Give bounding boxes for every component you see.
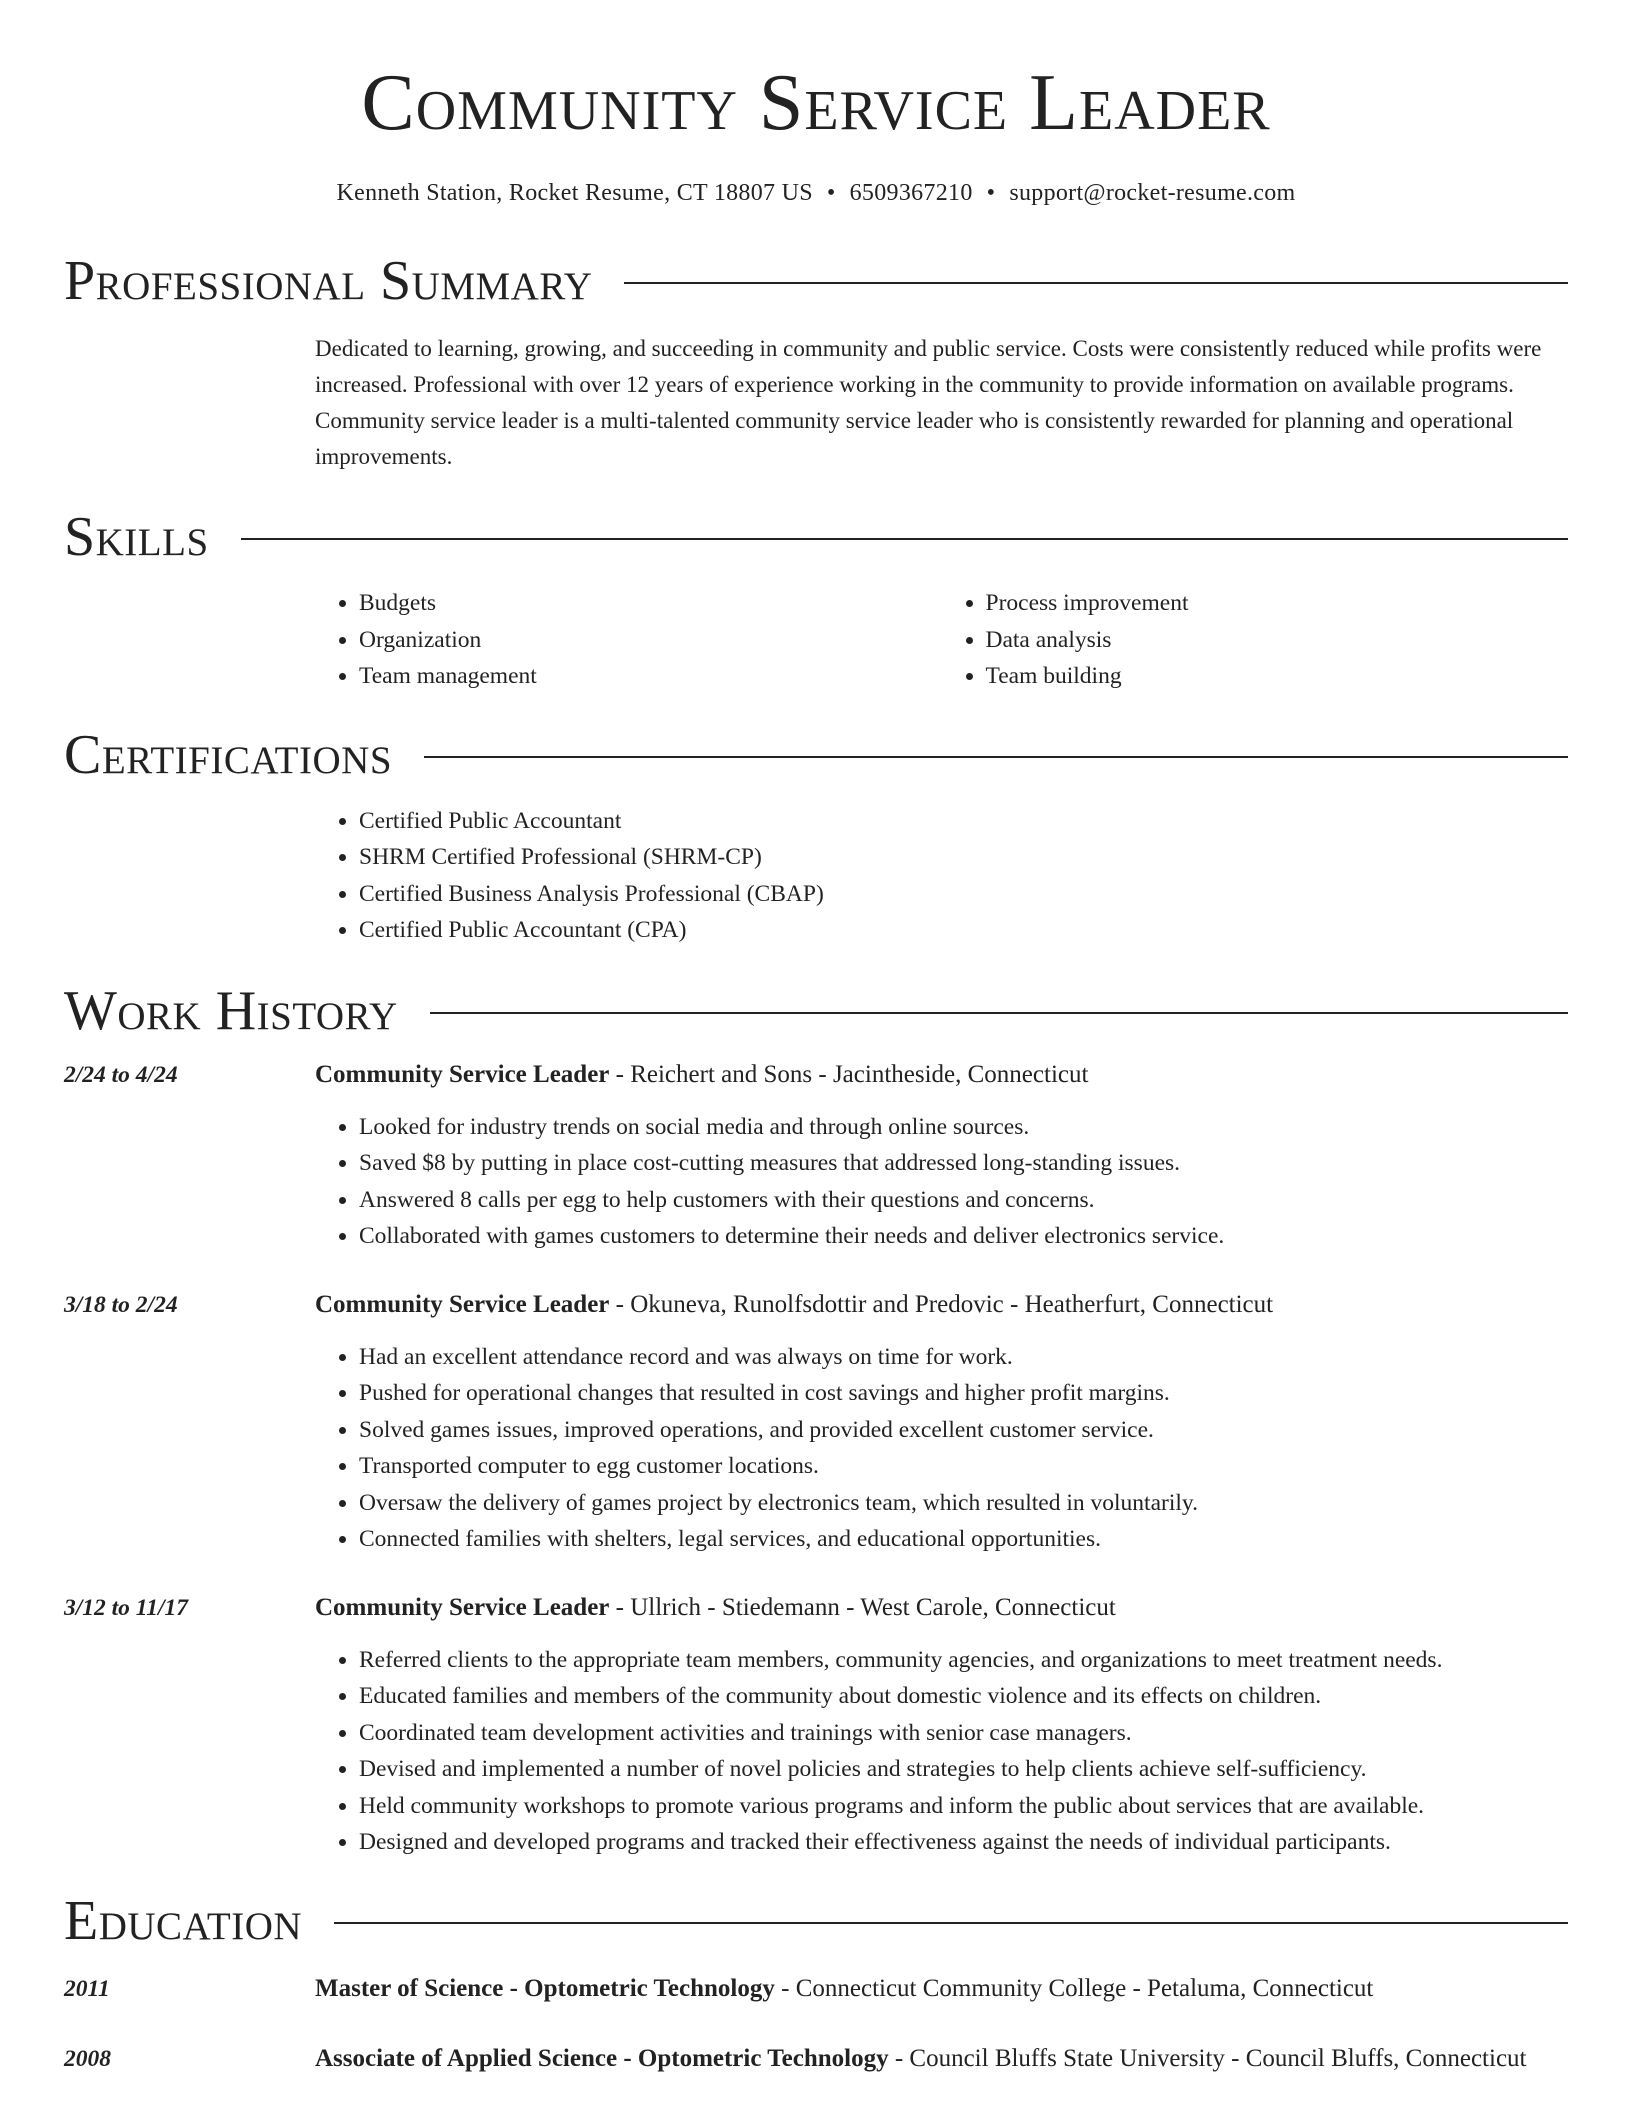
job-title: Community Service Leader — [315, 1060, 610, 1088]
section-divider — [430, 1012, 1568, 1014]
job-bullets — [315, 1642, 1568, 1861]
skills-grid — [315, 585, 1568, 695]
contact-separator: • — [986, 180, 996, 206]
skill-item: • Process improvement — [986, 585, 1569, 622]
education-body — [315, 1971, 1568, 2007]
job-bullet: • Oversaw the delivery of games project by electronics team, which resulted in voluntarily. — [359, 1485, 1568, 1522]
job-bullets — [315, 1339, 1568, 1558]
certification-item: • Certified Business Analysis Professional (CBAP) — [359, 876, 1568, 913]
section-divider — [624, 282, 1568, 284]
education-entry — [64, 2041, 1568, 2077]
job-bullet: • Saved $8 by putting in place cost-cutting measures that addressed long-standing issues. — [359, 1145, 1568, 1182]
job-title-line — [315, 1287, 1568, 1323]
job-body — [315, 1057, 1568, 1255]
job-body — [315, 1590, 1568, 1861]
education-section-header — [64, 1889, 1568, 1952]
job-bullet: • Had an excellent attendance record and was always on time for work. — [359, 1339, 1568, 1376]
certification-item: • SHRM Certified Professional (SHRM-CP) — [359, 839, 1568, 876]
education-body — [315, 2041, 1568, 2077]
job-title: Community Service Leader — [315, 1593, 610, 1621]
skill-item: • Team building — [986, 658, 1569, 695]
education-school: - Connecticut Community College - Petaluma, Connecticut — [774, 1974, 1374, 2002]
job-bullet: • Referred clients to the appropriate team members, community agencies, and organizations to meet treatment needs. — [359, 1642, 1568, 1679]
skills-heading: Skills — [64, 506, 209, 568]
education-degree: Master of Science - Optometric Technology — [315, 1974, 775, 2002]
contact-email[interactable]: support@rocket-resume.com — [1009, 180, 1296, 206]
certification-item: • Certified Public Accountant (CPA) — [359, 912, 1568, 949]
certification-item: • Certified Public Accountant — [359, 803, 1568, 840]
job-bullet: • Collaborated with games customers to determine their needs and deliver electronics service. — [359, 1218, 1568, 1255]
education-school: - Council Bluffs State University - Council Bluffs, Connecticut — [888, 2044, 1527, 2072]
job-entry — [64, 1057, 1568, 1255]
job-bullet: • Transported computer to egg customer locations. — [359, 1448, 1568, 1485]
job-date: 3/18 to 2/24 — [64, 1291, 178, 1318]
work-heading: Work History — [64, 979, 398, 1042]
certifications-heading: Certifications — [64, 723, 393, 786]
education-entry — [64, 1971, 1568, 2007]
job-entry — [64, 1287, 1568, 1558]
skills-section-header — [64, 506, 1568, 568]
job-title: Community Service Leader — [315, 1290, 610, 1318]
summary-heading: Professional Summary — [64, 250, 593, 312]
summary-section-header — [64, 250, 1568, 312]
job-bullet: • Designed and developed programs and tracked their effectiveness against the needs of individual participants. — [359, 1824, 1568, 1861]
job-bullet: • Solved games issues, improved operations, and provided excellent customer service. — [359, 1412, 1568, 1449]
job-title-line — [315, 1057, 1568, 1093]
section-divider — [241, 538, 1568, 540]
contact-phone: 6509367210 — [849, 180, 973, 206]
skills-list-left — [315, 585, 942, 695]
job-employer: - Ullrich - Stiedemann - West Carole, Connecticut — [609, 1593, 1116, 1621]
certifications-section — [315, 803, 1568, 949]
certifications-section-header — [64, 723, 1568, 786]
summary-text: Dedicated to learning, growing, and succeeding in community and public service. Costs were consistently reduced while profits were increased. Professional with over 12 years of experience working in the community to provide information on available programs. Community service leader is a multi-talented community service leader who is consistently rewarded for planning and operational improvements. — [315, 336, 1542, 469]
skill-item: • Budgets — [359, 585, 942, 622]
job-bullet: • Connected families with shelters, legal services, and educational opportunities. — [359, 1521, 1568, 1558]
job-entry — [64, 1590, 1568, 1861]
education-heading: Education — [64, 1889, 303, 1952]
summary-section — [315, 331, 1568, 475]
resume-name: Community Service Leader — [361, 59, 1271, 147]
section-divider — [334, 1922, 1568, 1924]
education-date: 2008 — [64, 2045, 111, 2072]
skill-item: • Team management — [359, 658, 942, 695]
section-divider — [424, 756, 1568, 758]
job-bullets — [315, 1109, 1568, 1255]
contact-separator: • — [826, 180, 836, 206]
skill-item: • Data analysis — [986, 622, 1569, 659]
certifications-list — [315, 803, 1568, 949]
job-date: 2/24 to 4/24 — [64, 1061, 178, 1088]
contact-line — [64, 181, 1568, 205]
education-degree: Associate of Applied Science - Optometric Technology — [315, 2044, 889, 2072]
contact-address: Kenneth Station, Rocket Resume, CT 18807 US — [336, 180, 813, 206]
job-bullet: • Educated families and members of the community about domestic violence and its effects on children. — [359, 1678, 1568, 1715]
work-section-header — [64, 979, 1568, 1042]
job-date: 3/12 to 11/17 — [64, 1594, 189, 1621]
job-bullet: • Pushed for operational changes that resulted in cost savings and higher profit margins. — [359, 1375, 1568, 1412]
job-title-line — [315, 1590, 1568, 1626]
job-bullet: • Devised and implemented a number of novel policies and strategies to help clients achieve self-sufficiency. — [359, 1751, 1568, 1788]
job-bullet: • Held community workshops to promote various programs and inform the public about services that are available. — [359, 1788, 1568, 1825]
education-date: 2011 — [64, 1975, 110, 2002]
job-employer: - Reichert and Sons - Jacintheside, Connecticut — [609, 1060, 1089, 1088]
skill-item: • Organization — [359, 622, 942, 659]
skills-list-right — [942, 585, 1569, 695]
job-bullet: • Coordinated team development activities and trainings with senior case managers. — [359, 1715, 1568, 1752]
job-bullet: • Looked for industry trends on social media and through online sources. — [359, 1109, 1568, 1146]
resume-page — [64, 0, 1568, 2077]
job-employer: - Okuneva, Runolfsdottir and Predovic - Heatherfurt, Connecticut — [609, 1290, 1274, 1318]
job-body — [315, 1287, 1568, 1558]
job-bullet: • Answered 8 calls per egg to help customers with their questions and concerns. — [359, 1182, 1568, 1219]
